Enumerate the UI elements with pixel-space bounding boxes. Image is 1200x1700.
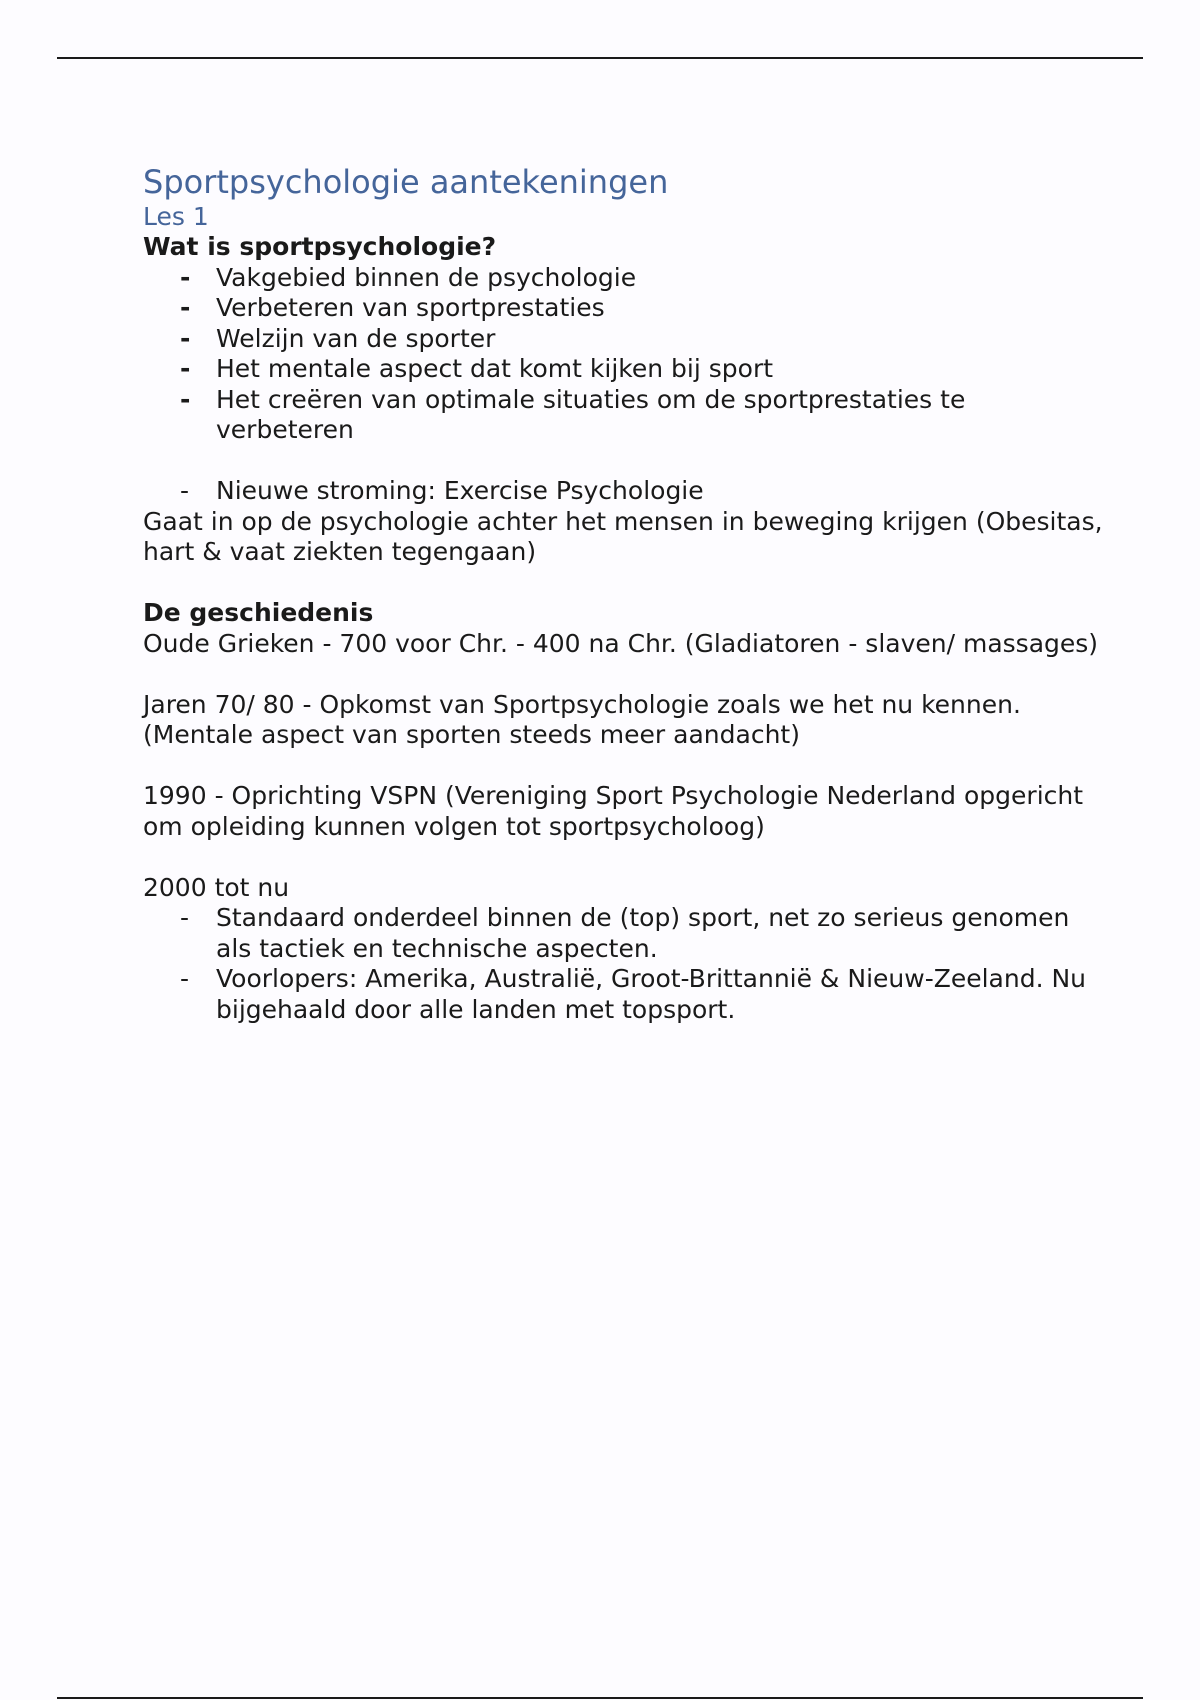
history-paragraph-70s80s: Jaren 70/ 80 - Opkomst van Sportpsychologie zoals we het nu kennen. (Mentale aspect van sporten steeds meer aandacht) <box>143 689 1021 749</box>
document-body <box>143 162 1103 1025</box>
section-heading-what-is: Wat is sportpsychologie? <box>143 232 497 261</box>
blank-line <box>143 751 1103 782</box>
dash-marker: - <box>180 293 191 322</box>
list-item <box>143 903 1103 964</box>
list-item <box>143 476 1103 507</box>
dash-marker: - <box>180 384 191 414</box>
dash-marker: - <box>180 262 191 292</box>
exercise-psychology-paragraph: Gaat in op de psychologie achter het mensen in beweging krijgen (Obesitas, hart & vaat ziekten tegengaan) <box>143 506 1103 566</box>
section-heading-history: De geschiedenis <box>143 598 374 627</box>
list-item <box>143 354 1103 385</box>
list-item-text: Nieuwe stroming: Exercise Psychologie <box>216 476 704 505</box>
list-item <box>143 385 1103 446</box>
list-item-text: Verbeteren van sportprestaties <box>216 293 605 322</box>
list-item <box>143 324 1103 355</box>
list-item-text: Het mentale aspect dat komt kijken bij sport <box>216 354 774 383</box>
header-rule <box>57 57 1143 59</box>
dash-marker: - <box>180 476 190 505</box>
list-item-text: Welzijn van de sporter <box>216 323 496 353</box>
history-paragraph-greeks: Oude Grieken - 700 voor Chr. - 400 na Chr. (Gladiatoren - slaven/ massages) <box>143 628 1099 658</box>
list-item-text: Standaard onderdeel binnen de (top) sport, net zo serieus genomen als tactiek en technische aspecten. <box>216 903 1070 963</box>
blank-line <box>143 659 1103 690</box>
dash-marker: - <box>180 903 190 932</box>
dash-marker: - <box>180 354 191 383</box>
list-item-text: Vakgebied binnen de psychologie <box>216 262 637 292</box>
present-day-list <box>143 903 1103 1025</box>
new-trend-list <box>143 476 1103 507</box>
list-item-text: Voorlopers: Amerika, Australië, Groot-Brittannië & Nieuw-Zeeland. Nu bijgehaald door alle landen met topsport. <box>216 964 1087 1024</box>
lesson-subtitle: Les 1 <box>143 202 209 231</box>
list-item <box>143 293 1103 324</box>
footer-rule <box>57 1697 1143 1699</box>
blank-line <box>143 568 1103 599</box>
list-item <box>143 263 1103 294</box>
history-paragraph-2000: 2000 tot nu <box>143 872 290 902</box>
list-item <box>143 964 1103 1025</box>
document-title: Sportpsychologie aantekeningen <box>143 163 669 201</box>
blank-line <box>143 446 1103 477</box>
list-item-text: Het creëren van optimale situaties om de sportprestaties te verbeteren <box>216 384 966 444</box>
dash-marker: - <box>180 323 191 353</box>
history-paragraph-1990: 1990 - Oprichting VSPN (Vereniging Sport Psychologie Nederland opgericht om opleiding kunnen volgen tot sportpsycholoog) <box>143 781 1084 841</box>
blank-line <box>143 842 1103 873</box>
dash-marker: - <box>180 964 190 993</box>
definition-list <box>143 263 1103 446</box>
